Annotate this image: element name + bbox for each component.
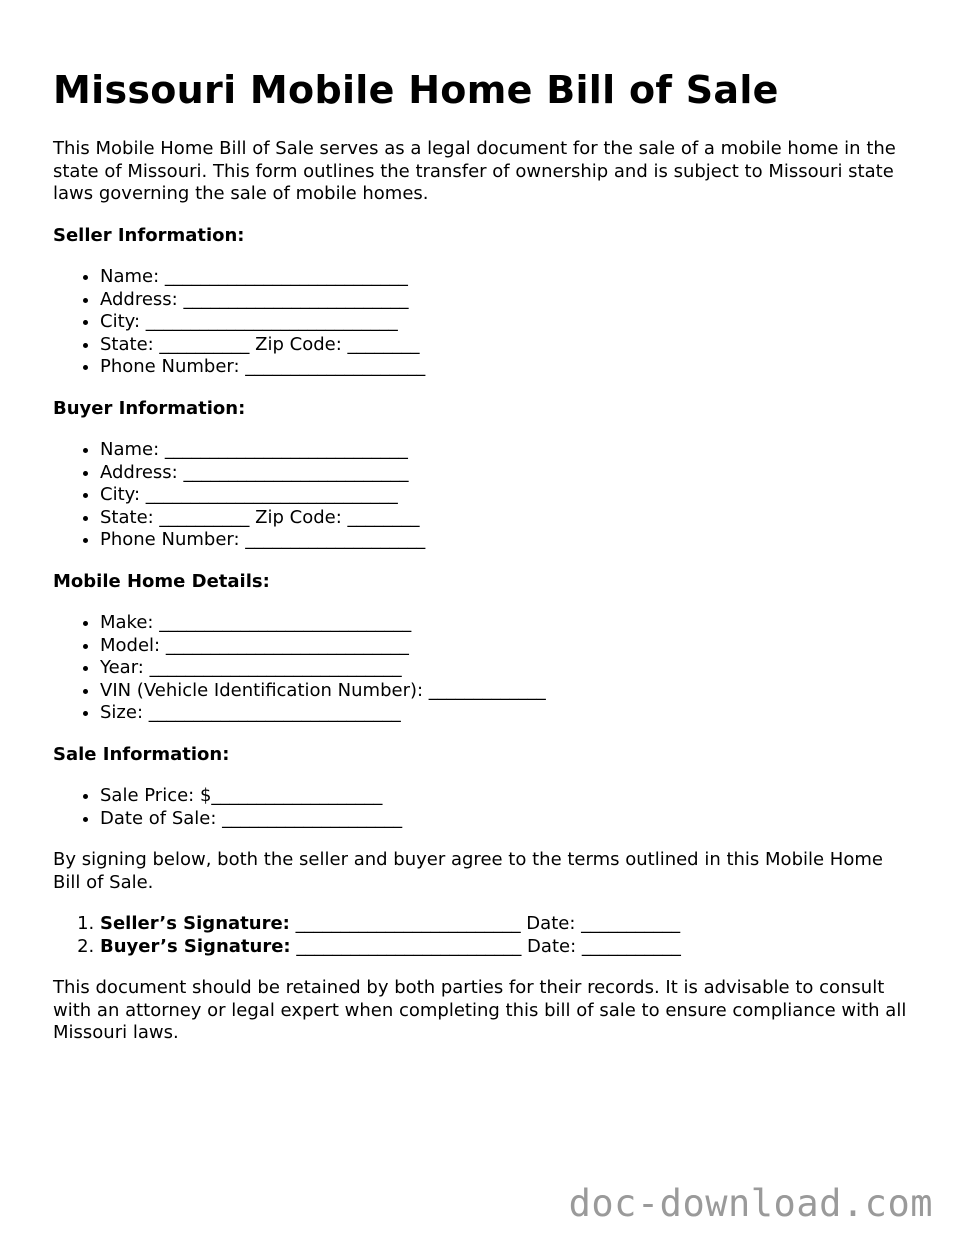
buyer-name-field: • Name: ___________________________ [100,439,913,462]
agreement-paragraph: By signing below, both the seller and buyer agree to the terms outlined in this Mobile Home Bill of Sale. [53,849,883,893]
buyer-heading: Buyer Information: [53,397,246,419]
home-model-field: • Model: ___________________________ [100,635,913,658]
home-make-field: • Make: ____________________________ [100,612,913,635]
seller-address-field: • Address: _________________________ [100,289,913,312]
intro-paragraph: This Mobile Home Bill of Sale serves as a legal document for the sale of a mobile home in the state of Missouri. This form outlines the transfer of ownership and is subject to Missouri state laws governing the sale of mobile homes. [53,138,896,204]
buyer-address-field: • Address: _________________________ [100,462,913,485]
buyer-list [53,439,913,552]
closing-paragraph: This document should be retained by both parties for their records. It is advisable to consult with an attorney or legal expert when completing this bill of sale to ensure compliance with all Missouri laws. [53,977,907,1043]
buyer-state-zip-field: • State: __________ Zip Code: ________ [100,507,913,530]
sale-info-list [53,785,913,830]
watermark: doc-download.com [568,1182,933,1225]
seller-city-field: • City: ____________________________ [100,311,913,334]
seller-signature-line [100,913,913,936]
seller-name-field: • Name: ___________________________ [100,266,913,289]
buyer-signature-label: Buyer’s Signature: [100,935,291,957]
sale-info-heading: Sale Information: [53,743,230,765]
sale-price-field: • Sale Price: $___________________ [100,785,913,808]
seller-heading: Seller Information: [53,224,245,246]
document-title: Missouri Mobile Home Bill of Sale [53,68,779,112]
seller-list [53,266,913,379]
home-details-heading: Mobile Home Details: [53,570,270,592]
buyer-signature-blanks: _________________________ Date: ___________ [290,935,681,957]
seller-state-zip-field: • State: __________ Zip Code: ________ [100,334,913,357]
seller-phone-field: • Phone Number: ____________________ [100,356,913,379]
buyer-signature-line [100,936,913,959]
home-details-list [53,612,913,725]
buyer-phone-field: • Phone Number: ____________________ [100,529,913,552]
sale-date-field: • Date of Sale: ____________________ [100,808,913,831]
seller-signature-blanks: _________________________ Date: ___________ [289,913,681,934]
home-year-field: • Year: ____________________________ [100,657,913,680]
document-page [53,66,913,1045]
home-vin-field: • VIN (Vehicle Identification Number): _____________ [100,680,913,703]
signature-list [53,913,913,958]
buyer-city-field: • City: ____________________________ [100,484,913,507]
home-size-field: • Size: ____________________________ [100,702,913,725]
seller-signature-label: Seller’s Signature: [100,913,290,934]
